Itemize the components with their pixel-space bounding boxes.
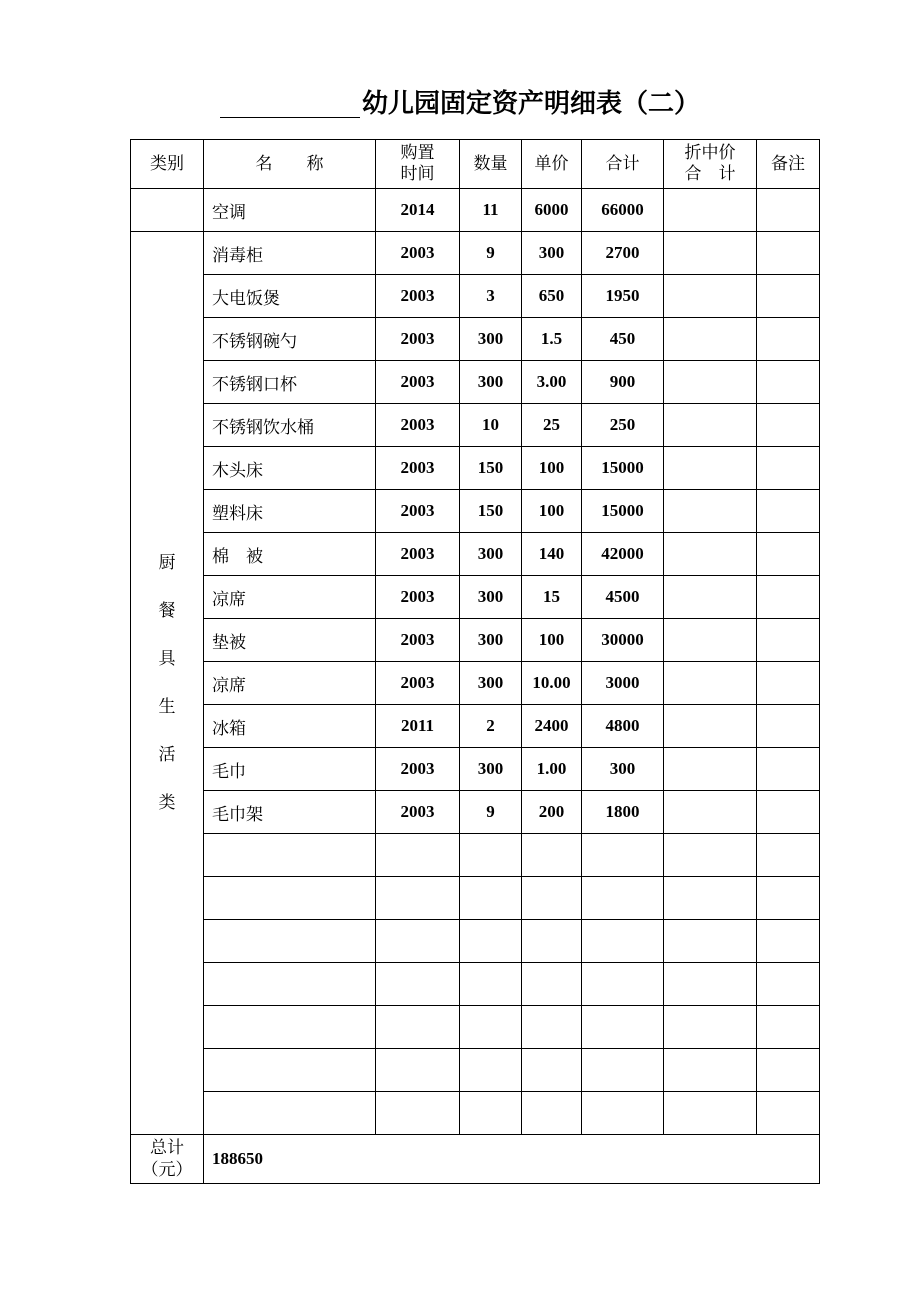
header-quantity: 数量	[460, 140, 522, 189]
item-name: 垫被	[204, 619, 376, 662]
item-quantity	[460, 920, 522, 963]
item-remarks	[757, 662, 820, 705]
item-total: 900	[582, 361, 664, 404]
item-quantity	[460, 1049, 522, 1092]
table-row	[131, 791, 820, 834]
table-row	[131, 1006, 820, 1049]
item-total: 250	[582, 404, 664, 447]
item-total: 3000	[582, 662, 664, 705]
item-quantity	[460, 877, 522, 920]
table-row	[131, 619, 820, 662]
table-row	[131, 705, 820, 748]
item-name	[204, 1006, 376, 1049]
item-price: 1.00	[522, 748, 582, 791]
item-year: 2003	[376, 662, 460, 705]
title-text: 幼儿园固定资产明细表（二）	[361, 89, 700, 119]
item-year	[376, 1006, 460, 1049]
category-cell-empty	[131, 189, 204, 232]
item-price	[522, 1006, 582, 1049]
header-unit-price: 单价	[522, 140, 582, 189]
item-year: 2003	[376, 490, 460, 533]
item-price: 140	[522, 533, 582, 576]
item-total: 15000	[582, 447, 664, 490]
item-year: 2003	[376, 275, 460, 318]
table-row	[131, 189, 820, 232]
item-year	[376, 834, 460, 877]
item-quantity: 300	[460, 318, 522, 361]
item-total	[582, 1006, 664, 1049]
item-quantity: 3	[460, 275, 522, 318]
item-discount	[664, 1049, 757, 1092]
item-remarks	[757, 920, 820, 963]
header-purchase-time: 购置 时间	[376, 140, 460, 189]
item-total: 2700	[582, 232, 664, 275]
table-row	[131, 834, 820, 877]
item-quantity: 2	[460, 705, 522, 748]
item-discount	[664, 490, 757, 533]
item-total	[582, 963, 664, 1006]
item-remarks	[757, 232, 820, 275]
item-year: 2014	[376, 189, 460, 232]
asset-table	[130, 139, 820, 1184]
category-cell	[131, 232, 204, 1135]
item-remarks	[757, 619, 820, 662]
item-name	[204, 834, 376, 877]
item-remarks	[757, 963, 820, 1006]
item-price: 200	[522, 791, 582, 834]
item-discount	[664, 189, 757, 232]
item-price: 25	[522, 404, 582, 447]
table-row	[131, 404, 820, 447]
item-discount	[664, 834, 757, 877]
item-quantity: 10	[460, 404, 522, 447]
item-quantity: 300	[460, 361, 522, 404]
item-total	[582, 877, 664, 920]
item-name	[204, 1092, 376, 1135]
item-price: 300	[522, 232, 582, 275]
page-title	[0, 84, 920, 124]
header-total: 合计	[582, 140, 664, 189]
item-quantity: 300	[460, 748, 522, 791]
item-total: 42000	[582, 533, 664, 576]
item-year: 2003	[376, 533, 460, 576]
item-name	[204, 1049, 376, 1092]
item-price: 10.00	[522, 662, 582, 705]
item-name: 空调	[204, 189, 376, 232]
item-discount	[664, 1092, 757, 1135]
item-discount	[664, 920, 757, 963]
item-discount	[664, 361, 757, 404]
item-total	[582, 1092, 664, 1135]
table-row	[131, 748, 820, 791]
item-name: 木头床	[204, 447, 376, 490]
item-year	[376, 1092, 460, 1135]
item-price: 15	[522, 576, 582, 619]
item-year: 2003	[376, 404, 460, 447]
item-remarks	[757, 361, 820, 404]
item-total: 1800	[582, 791, 664, 834]
item-year	[376, 1049, 460, 1092]
item-quantity: 150	[460, 490, 522, 533]
item-name: 凉席	[204, 576, 376, 619]
item-discount	[664, 705, 757, 748]
item-discount	[664, 533, 757, 576]
item-remarks	[757, 834, 820, 877]
item-total	[582, 1049, 664, 1092]
item-remarks	[757, 490, 820, 533]
table-row	[131, 232, 820, 275]
item-remarks	[757, 447, 820, 490]
item-price	[522, 920, 582, 963]
item-discount	[664, 748, 757, 791]
header-discount-total: 折中价 合 计	[664, 140, 757, 189]
item-total: 4800	[582, 705, 664, 748]
item-name: 毛巾架	[204, 791, 376, 834]
item-name: 消毒柜	[204, 232, 376, 275]
table-row	[131, 533, 820, 576]
table-row	[131, 1092, 820, 1135]
item-total: 4500	[582, 576, 664, 619]
item-total: 30000	[582, 619, 664, 662]
item-discount	[664, 877, 757, 920]
item-year	[376, 920, 460, 963]
item-quantity	[460, 1006, 522, 1049]
total-row	[131, 1135, 820, 1184]
item-price: 6000	[522, 189, 582, 232]
item-year: 2011	[376, 705, 460, 748]
item-name	[204, 877, 376, 920]
item-remarks	[757, 1006, 820, 1049]
table-row	[131, 662, 820, 705]
header-category: 类别	[131, 140, 204, 189]
item-total: 1950	[582, 275, 664, 318]
header-row	[131, 140, 820, 189]
item-quantity	[460, 1092, 522, 1135]
item-year: 2003	[376, 576, 460, 619]
item-remarks	[757, 1092, 820, 1135]
item-quantity: 300	[460, 662, 522, 705]
item-name: 不锈钢口杯	[204, 361, 376, 404]
item-discount	[664, 275, 757, 318]
item-year: 2003	[376, 748, 460, 791]
item-name: 不锈钢饮水桶	[204, 404, 376, 447]
item-total	[582, 920, 664, 963]
item-price	[522, 1092, 582, 1135]
item-quantity: 9	[460, 791, 522, 834]
item-price	[522, 834, 582, 877]
table-row	[131, 275, 820, 318]
item-price: 2400	[522, 705, 582, 748]
table-row	[131, 920, 820, 963]
table-row	[131, 877, 820, 920]
item-discount	[664, 232, 757, 275]
item-remarks	[757, 791, 820, 834]
header-remarks: 备注	[757, 140, 820, 189]
item-remarks	[757, 576, 820, 619]
item-name	[204, 920, 376, 963]
item-price	[522, 877, 582, 920]
total-value: 188650	[204, 1135, 820, 1184]
item-quantity: 11	[460, 189, 522, 232]
item-remarks	[757, 318, 820, 361]
table-row	[131, 1049, 820, 1092]
item-price	[522, 963, 582, 1006]
item-name: 棉 被	[204, 533, 376, 576]
header-name: 名 称	[204, 140, 376, 189]
item-total: 450	[582, 318, 664, 361]
table-row	[131, 490, 820, 533]
item-price: 100	[522, 490, 582, 533]
item-name: 大电饭煲	[204, 275, 376, 318]
item-year: 2003	[376, 791, 460, 834]
item-quantity	[460, 834, 522, 877]
item-total	[582, 834, 664, 877]
item-quantity: 9	[460, 232, 522, 275]
item-remarks	[757, 275, 820, 318]
item-discount	[664, 576, 757, 619]
item-discount	[664, 619, 757, 662]
table-row	[131, 318, 820, 361]
item-remarks	[757, 189, 820, 232]
item-quantity: 150	[460, 447, 522, 490]
item-price: 650	[522, 275, 582, 318]
table-row	[131, 963, 820, 1006]
item-remarks	[757, 748, 820, 791]
item-remarks	[757, 404, 820, 447]
item-discount	[664, 791, 757, 834]
item-name: 冰箱	[204, 705, 376, 748]
title-blank-line	[220, 87, 360, 118]
item-name: 塑料床	[204, 490, 376, 533]
table-row	[131, 361, 820, 404]
item-year: 2003	[376, 232, 460, 275]
item-remarks	[757, 1049, 820, 1092]
item-remarks	[757, 533, 820, 576]
item-year	[376, 963, 460, 1006]
item-name: 毛巾	[204, 748, 376, 791]
item-quantity: 300	[460, 533, 522, 576]
item-quantity: 300	[460, 576, 522, 619]
item-total: 15000	[582, 490, 664, 533]
table-row	[131, 576, 820, 619]
item-discount	[664, 662, 757, 705]
item-year: 2003	[376, 361, 460, 404]
category-label: 厨餐具生活类	[158, 553, 176, 813]
item-total: 66000	[582, 189, 664, 232]
item-price	[522, 1049, 582, 1092]
item-name: 不锈钢碗勺	[204, 318, 376, 361]
item-remarks	[757, 877, 820, 920]
item-price: 100	[522, 447, 582, 490]
item-discount	[664, 1006, 757, 1049]
item-quantity: 300	[460, 619, 522, 662]
item-price: 100	[522, 619, 582, 662]
item-discount	[664, 963, 757, 1006]
item-discount	[664, 404, 757, 447]
total-label: 总计 （元）	[131, 1135, 204, 1184]
item-year: 2003	[376, 447, 460, 490]
item-discount	[664, 318, 757, 361]
item-total: 300	[582, 748, 664, 791]
item-name	[204, 963, 376, 1006]
item-discount	[664, 447, 757, 490]
table-row	[131, 447, 820, 490]
item-quantity	[460, 963, 522, 1006]
item-year: 2003	[376, 619, 460, 662]
item-name: 凉席	[204, 662, 376, 705]
item-price: 1.5	[522, 318, 582, 361]
item-remarks	[757, 705, 820, 748]
item-price: 3.00	[522, 361, 582, 404]
item-year: 2003	[376, 318, 460, 361]
item-year	[376, 877, 460, 920]
